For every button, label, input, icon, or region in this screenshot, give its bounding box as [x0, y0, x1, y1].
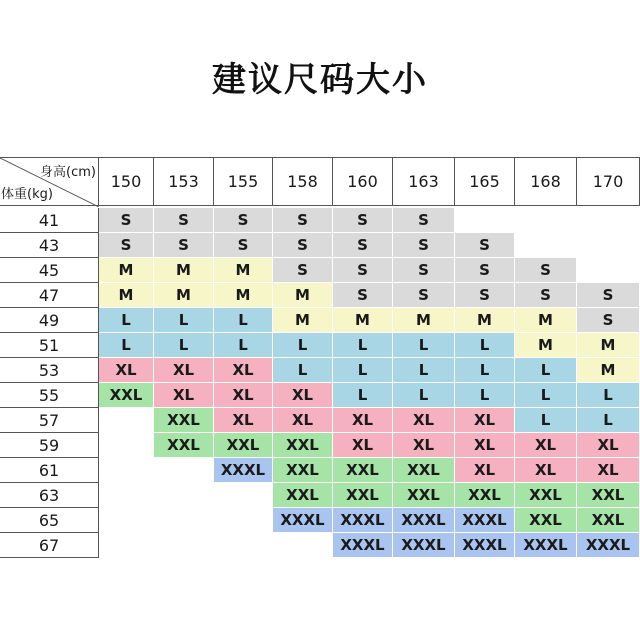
- height-header-168: 168: [515, 157, 577, 206]
- size-cell: L: [393, 358, 455, 383]
- size-cell: L: [333, 383, 393, 408]
- size-cell: M: [273, 283, 333, 308]
- weight-label-53: 53: [0, 358, 99, 383]
- size-cell: XXL: [154, 433, 214, 458]
- height-header-155: 155: [214, 157, 273, 206]
- size-cell: S: [515, 283, 577, 308]
- weight-label-43: 43: [0, 233, 99, 258]
- weight-label-63: 63: [0, 483, 99, 508]
- size-cell: XXL: [577, 483, 640, 508]
- size-cell: XL: [154, 383, 214, 408]
- weight-label-65: 65: [0, 508, 99, 533]
- size-cell: XL: [99, 358, 154, 383]
- size-cell: S: [333, 258, 393, 283]
- size-cell: S: [214, 208, 273, 233]
- size-cell: L: [455, 383, 515, 408]
- size-cell: S: [333, 208, 393, 233]
- size-chart-table: [0, 157, 640, 562]
- size-cell: M: [214, 258, 273, 283]
- size-cell: S: [455, 258, 515, 283]
- size-cell: L: [99, 308, 154, 333]
- weight-axis-label: 体重(kg): [1, 187, 53, 202]
- size-cell: XL: [577, 458, 640, 483]
- weight-label-67: 67: [0, 533, 99, 558]
- size-cell: XXXL: [393, 508, 455, 533]
- size-cell: M: [577, 358, 640, 383]
- weight-label-45: 45: [0, 258, 99, 283]
- size-cell: XXL: [515, 483, 577, 508]
- size-cell: L: [455, 333, 515, 358]
- size-cell: S: [393, 283, 455, 308]
- weight-label-41: 41: [0, 208, 99, 233]
- size-cell: S: [333, 283, 393, 308]
- size-cell: XL: [214, 408, 273, 433]
- size-cell: XXXL: [455, 533, 515, 558]
- size-cell: L: [99, 333, 154, 358]
- size-cell: M: [154, 283, 214, 308]
- size-cell: XL: [154, 358, 214, 383]
- size-cell: S: [99, 233, 154, 258]
- size-cell: XXL: [214, 433, 273, 458]
- weight-label-51: 51: [0, 333, 99, 358]
- size-cell: S: [273, 208, 333, 233]
- size-cell: XXXL: [333, 508, 393, 533]
- size-cell: M: [273, 308, 333, 333]
- size-cell: XXXL: [393, 533, 455, 558]
- weight-label-59: 59: [0, 433, 99, 458]
- size-cell: L: [455, 358, 515, 383]
- size-cell: XL: [273, 383, 333, 408]
- size-cell: L: [393, 333, 455, 358]
- size-cell: XXL: [577, 508, 640, 533]
- size-cell: M: [577, 333, 640, 358]
- height-header-163: 163: [393, 157, 455, 206]
- size-cell: XXL: [393, 458, 455, 483]
- size-cell: XL: [455, 408, 515, 433]
- corner-header-cell: [0, 157, 99, 206]
- weight-label-55: 55: [0, 383, 99, 408]
- size-cell: XXL: [455, 483, 515, 508]
- size-cell: XL: [393, 433, 455, 458]
- size-cell: L: [273, 358, 333, 383]
- size-cell: S: [455, 233, 515, 258]
- size-cell: XXL: [273, 483, 333, 508]
- weight-label-47: 47: [0, 283, 99, 308]
- size-cell: XL: [455, 458, 515, 483]
- height-header-153: 153: [154, 157, 214, 206]
- size-cell: L: [154, 333, 214, 358]
- size-cell: XXL: [273, 433, 333, 458]
- size-cell: S: [577, 283, 640, 308]
- size-cell: XL: [393, 408, 455, 433]
- size-cell: S: [577, 308, 640, 333]
- size-cell: XXL: [333, 483, 393, 508]
- size-cell: XXL: [515, 508, 577, 533]
- size-cell: L: [577, 408, 640, 433]
- size-cell: XXL: [393, 483, 455, 508]
- size-cell: S: [393, 258, 455, 283]
- size-cell: L: [214, 333, 273, 358]
- size-cell: M: [455, 308, 515, 333]
- size-cell: XL: [455, 433, 515, 458]
- size-cell: XL: [214, 383, 273, 408]
- size-cell: S: [154, 233, 214, 258]
- size-cell: S: [393, 208, 455, 233]
- size-cell: XXL: [99, 383, 154, 408]
- height-header-165: 165: [455, 157, 515, 206]
- weight-label-61: 61: [0, 458, 99, 483]
- size-cell: L: [393, 383, 455, 408]
- size-cell: S: [333, 233, 393, 258]
- weight-label-49: 49: [0, 308, 99, 333]
- size-cell: XL: [273, 408, 333, 433]
- weight-label-57: 57: [0, 408, 99, 433]
- size-cell: M: [333, 308, 393, 333]
- size-cell: XL: [333, 408, 393, 433]
- height-axis-label: 身高(cm): [40, 165, 96, 180]
- size-cell: XXL: [333, 458, 393, 483]
- size-cell: L: [515, 358, 577, 383]
- size-cell: S: [273, 258, 333, 283]
- size-cell: S: [393, 233, 455, 258]
- size-cell: XL: [577, 433, 640, 458]
- height-header-row: [0, 157, 640, 207]
- size-cell: M: [154, 258, 214, 283]
- size-cell: S: [515, 258, 577, 283]
- size-cell: L: [515, 408, 577, 433]
- size-cell: S: [214, 233, 273, 258]
- height-header-160: 160: [333, 157, 393, 206]
- size-cell: M: [515, 308, 577, 333]
- size-cell: S: [455, 283, 515, 308]
- size-cell: XL: [515, 458, 577, 483]
- size-cell: M: [99, 283, 154, 308]
- size-cell: L: [214, 308, 273, 333]
- size-cell: XXXL: [333, 533, 393, 558]
- size-cell: L: [333, 333, 393, 358]
- size-cell: L: [577, 383, 640, 408]
- size-cell: XL: [333, 433, 393, 458]
- size-cell: XXL: [273, 458, 333, 483]
- height-header-158: 158: [273, 157, 333, 206]
- size-cell: L: [515, 383, 577, 408]
- size-cell: XXXL: [214, 458, 273, 483]
- size-cell: XXXL: [515, 533, 577, 558]
- size-cell: M: [515, 333, 577, 358]
- size-cell: XXXL: [273, 508, 333, 533]
- size-cell: S: [273, 233, 333, 258]
- height-header-150: 150: [99, 157, 154, 206]
- size-cell: M: [99, 258, 154, 283]
- page-title: 建议尺码大小: [212, 60, 428, 100]
- size-cell: XXXL: [455, 508, 515, 533]
- size-cell: XL: [515, 433, 577, 458]
- size-cell: L: [333, 358, 393, 383]
- size-cell: L: [154, 308, 214, 333]
- size-cell: XXL: [154, 408, 214, 433]
- size-cell: M: [214, 283, 273, 308]
- size-cell: S: [99, 208, 154, 233]
- size-cell: M: [393, 308, 455, 333]
- size-cell: S: [154, 208, 214, 233]
- size-cell: L: [273, 333, 333, 358]
- size-cell: XL: [214, 358, 273, 383]
- height-header-170: 170: [577, 157, 640, 206]
- size-cell: XXXL: [577, 533, 640, 558]
